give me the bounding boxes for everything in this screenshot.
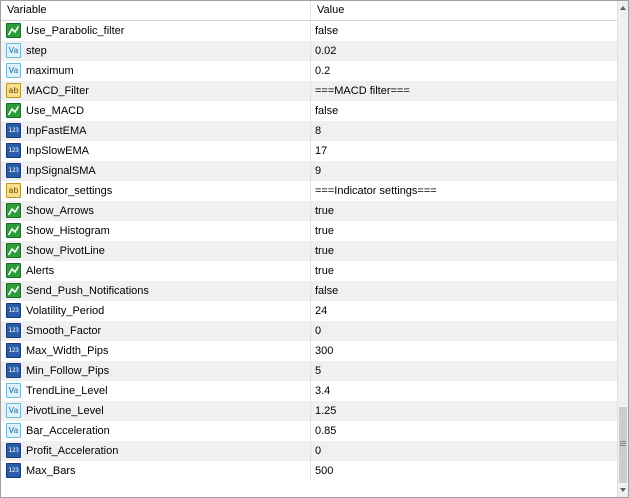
variable-name: Show_Arrows	[26, 205, 94, 217]
table-row[interactable]	[1, 321, 618, 341]
variable-name: Max_Bars	[26, 465, 76, 477]
value-cell[interactable]	[311, 21, 618, 41]
variable-value: true	[315, 225, 334, 237]
value-cell[interactable]	[311, 261, 618, 281]
bool-type-icon	[6, 243, 21, 258]
variable-cell[interactable]	[1, 401, 311, 421]
integer-type-icon: 123	[6, 343, 21, 358]
variable-cell[interactable]	[1, 241, 311, 261]
table-row[interactable]	[1, 421, 618, 441]
double-type-icon: Va	[6, 63, 21, 78]
string-type-icon: ab	[6, 183, 21, 198]
variable-value: true	[315, 205, 334, 217]
column-header-variable[interactable]: Variable	[1, 1, 311, 20]
variable-value: 5	[315, 365, 322, 377]
variable-value: 1.25	[315, 405, 337, 417]
variable-name: Volatility_Period	[26, 305, 105, 317]
variable-cell[interactable]	[1, 461, 311, 481]
value-cell[interactable]	[311, 361, 618, 381]
variable-cell[interactable]	[1, 381, 311, 401]
vertical-scrollbar[interactable]	[617, 1, 628, 497]
variable-cell[interactable]	[1, 181, 311, 201]
variable-name: Show_Histogram	[26, 225, 110, 237]
integer-type-icon: 123	[6, 323, 21, 338]
variable-name: Send_Push_Notifications	[26, 285, 149, 297]
table-row[interactable]	[1, 381, 618, 401]
scroll-up-arrow-icon[interactable]	[618, 1, 628, 15]
variable-value: false	[315, 285, 339, 297]
variable-cell[interactable]	[1, 221, 311, 241]
variable-cell[interactable]	[1, 421, 311, 441]
value-cell[interactable]	[311, 421, 618, 441]
table-header	[1, 1, 618, 21]
table-row[interactable]	[1, 221, 618, 241]
value-cell[interactable]	[311, 461, 618, 481]
variable-value: 0	[315, 325, 322, 337]
value-cell[interactable]	[311, 321, 618, 341]
integer-type-icon: 123	[6, 163, 21, 178]
value-cell[interactable]	[311, 241, 618, 261]
variable-name: Profit_Acceleration	[26, 445, 119, 457]
variable-name: Use_MACD	[26, 105, 85, 117]
table-row[interactable]	[1, 401, 618, 421]
integer-type-icon: 123	[6, 123, 21, 138]
variable-value: true	[315, 245, 334, 257]
variable-name: Indicator_settings	[26, 185, 113, 197]
table-row[interactable]	[1, 181, 618, 201]
variable-name: MACD_Filter	[26, 85, 89, 97]
variable-value: 0.2	[315, 65, 331, 77]
double-type-icon: Va	[6, 43, 21, 58]
variable-value: 8	[315, 125, 322, 137]
variable-cell[interactable]	[1, 101, 311, 121]
variable-cell[interactable]	[1, 81, 311, 101]
integer-type-icon: 123	[6, 363, 21, 378]
table-row[interactable]	[1, 61, 618, 81]
variable-cell[interactable]	[1, 161, 311, 181]
bool-type-icon	[6, 23, 21, 38]
table-row[interactable]	[1, 21, 618, 41]
table-body	[1, 21, 618, 481]
column-header-value[interactable]: Value	[317, 4, 345, 16]
bool-type-icon	[6, 103, 21, 118]
double-type-icon: Va	[6, 403, 21, 418]
table-row[interactable]	[1, 281, 618, 301]
variable-value: 0.85	[315, 425, 337, 437]
variable-cell[interactable]	[1, 281, 311, 301]
variable-cell[interactable]	[1, 41, 311, 61]
bool-type-icon	[6, 263, 21, 278]
variable-value: ===Indicator settings===	[315, 185, 437, 197]
value-cell[interactable]	[311, 41, 618, 61]
variable-name: step	[26, 45, 47, 57]
value-cell[interactable]	[311, 441, 618, 461]
string-type-icon: ab	[6, 83, 21, 98]
table-row[interactable]	[1, 341, 618, 361]
integer-type-icon: 123	[6, 443, 21, 458]
table-row[interactable]	[1, 101, 618, 121]
variable-name: Show_PivotLine	[26, 245, 105, 257]
table-row[interactable]	[1, 161, 618, 181]
table-row[interactable]	[1, 461, 618, 481]
variable-name: Bar_Acceleration	[26, 425, 110, 437]
table-row[interactable]	[1, 121, 618, 141]
value-cell[interactable]	[311, 221, 618, 241]
variable-value: 9	[315, 165, 322, 177]
variable-value: ===MACD filter===	[315, 85, 410, 97]
bool-type-icon	[6, 223, 21, 238]
value-cell[interactable]	[311, 401, 618, 421]
table-row[interactable]	[1, 81, 618, 101]
variable-value: false	[315, 105, 339, 117]
table-row[interactable]	[1, 241, 618, 261]
table-row[interactable]	[1, 41, 618, 61]
variable-name: Use_Parabolic_filter	[26, 25, 125, 37]
integer-type-icon: 123	[6, 303, 21, 318]
double-type-icon: Va	[6, 383, 21, 398]
value-cell[interactable]	[311, 301, 618, 321]
variable-value: 17	[315, 145, 328, 157]
value-cell[interactable]	[311, 281, 618, 301]
variable-value: 3.4	[315, 385, 331, 397]
integer-type-icon: 123	[6, 463, 21, 478]
bool-type-icon	[6, 283, 21, 298]
variable-name: PivotLine_Level	[26, 405, 104, 417]
variable-name: Smooth_Factor	[26, 325, 102, 337]
variable-cell[interactable]	[1, 201, 311, 221]
variable-cell[interactable]	[1, 21, 311, 41]
variable-value: 24	[315, 305, 328, 317]
value-cell[interactable]	[311, 161, 618, 181]
variable-name: Max_Width_Pips	[26, 345, 109, 357]
variable-value: false	[315, 25, 339, 37]
variable-value: true	[315, 265, 334, 277]
value-cell[interactable]	[311, 201, 618, 221]
variable-value: 0.02	[315, 45, 337, 57]
variable-name: Min_Follow_Pips	[26, 365, 110, 377]
variable-cell[interactable]	[1, 261, 311, 281]
scroll-down-arrow-icon[interactable]	[618, 483, 628, 497]
variable-value: 300	[315, 345, 334, 357]
scrollbar-thumb[interactable]	[619, 407, 627, 483]
variable-name: Alerts	[26, 265, 55, 277]
variable-name: InpFastEMA	[26, 125, 87, 137]
variable-cell[interactable]	[1, 321, 311, 341]
integer-type-icon: 123	[6, 143, 21, 158]
variable-cell[interactable]	[1, 301, 311, 321]
variable-name: maximum	[26, 65, 74, 77]
variable-cell[interactable]	[1, 121, 311, 141]
table-row[interactable]	[1, 201, 618, 221]
variable-cell[interactable]	[1, 441, 311, 461]
variable-name: InpSignalSMA	[26, 165, 96, 177]
variable-cell[interactable]	[1, 361, 311, 381]
table-row[interactable]	[1, 361, 618, 381]
value-cell[interactable]	[311, 341, 618, 361]
variable-cell[interactable]	[1, 141, 311, 161]
value-cell[interactable]	[311, 381, 618, 401]
value-cell[interactable]	[311, 121, 618, 141]
table-row[interactable]	[1, 441, 618, 461]
variable-value: 500	[315, 465, 334, 477]
value-cell[interactable]	[311, 101, 618, 121]
variable-name: InpSlowEMA	[26, 145, 89, 157]
bool-type-icon	[6, 203, 21, 218]
double-type-icon: Va	[6, 423, 21, 438]
value-cell[interactable]	[311, 81, 618, 101]
table-row[interactable]	[1, 301, 618, 321]
value-cell[interactable]	[311, 181, 618, 201]
value-cell[interactable]	[311, 61, 618, 81]
variable-cell[interactable]	[1, 341, 311, 361]
variable-value: 0	[315, 445, 322, 457]
variable-cell[interactable]	[1, 61, 311, 81]
variable-name: TrendLine_Level	[26, 385, 108, 397]
table-row[interactable]	[1, 261, 618, 281]
value-cell[interactable]	[311, 141, 618, 161]
table-row[interactable]	[1, 141, 618, 161]
